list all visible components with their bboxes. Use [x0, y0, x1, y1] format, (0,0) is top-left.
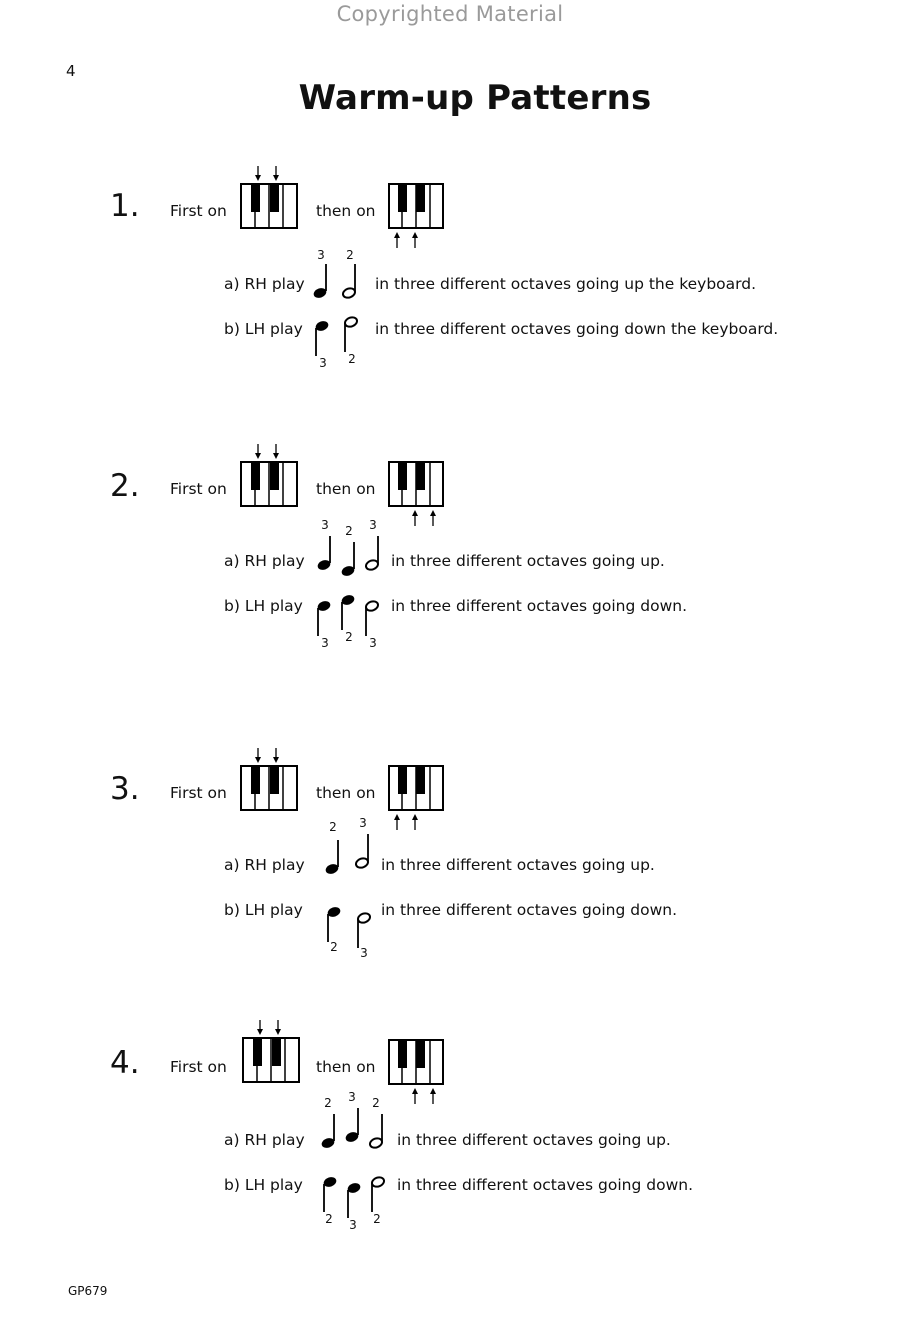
rh-play-label: a) RH play: [224, 552, 305, 570]
first-on-label: First on: [170, 1058, 227, 1076]
lh-instruction: in three different octaves going down.: [397, 1176, 694, 1194]
finger-number: 3: [317, 248, 325, 262]
quarter-note-stem-up-icon: [320, 1112, 340, 1150]
exercise-number: 2.: [110, 468, 140, 504]
lh-instruction: in three different octaves going down.: [391, 597, 688, 615]
keyboard-arrows-down-icon: [240, 442, 298, 508]
then-on-label: then on: [316, 1058, 376, 1076]
lh-instruction: in three different octaves going down the keyboard.: [375, 320, 779, 338]
lh-play-label: b) LH play: [224, 1176, 303, 1194]
half-note-stem-up-icon: [354, 832, 374, 870]
half-note-stem-up-icon: [364, 534, 384, 572]
quarter-note-stem-up-icon: [340, 540, 360, 578]
finger-number: 2: [329, 820, 337, 834]
finger-number: 2: [330, 940, 338, 954]
keyboard-arrows-up-icon: [388, 460, 444, 528]
rh-instruction: in three different octaves going up.: [391, 552, 665, 570]
copyright-watermark: Copyrighted Material: [336, 2, 564, 26]
rh-play-label: a) RH play: [224, 856, 305, 874]
quarter-note-stem-up-icon: [316, 534, 336, 572]
half-note-stem-down-icon: [354, 910, 374, 950]
quarter-note-stem-up-icon: [312, 262, 332, 300]
quarter-note-stem-down-icon: [344, 1180, 364, 1220]
finger-number: 3: [359, 816, 367, 830]
finger-number: 2: [372, 1096, 380, 1110]
then-on-label: then on: [316, 480, 376, 498]
finger-number: 3: [349, 1218, 357, 1232]
exercise-number: 1.: [110, 188, 140, 224]
finger-number: 2: [345, 524, 353, 538]
quarter-note-stem-up-icon: [344, 1106, 364, 1144]
finger-number: 3: [369, 518, 377, 532]
first-on-label: First on: [170, 784, 227, 802]
quarter-note-stem-down-icon: [324, 904, 344, 944]
then-on-label: then on: [316, 202, 376, 220]
rh-instruction: in three different octaves going up the keyboard.: [375, 275, 757, 293]
finger-number: 2: [346, 248, 354, 262]
finger-number: 3: [321, 636, 329, 650]
rh-play-label: a) RH play: [224, 1131, 305, 1149]
rh-instruction: in three different octaves going up.: [381, 856, 655, 874]
finger-number: 3: [348, 1090, 356, 1104]
exercise-number: 3.: [110, 771, 140, 807]
lh-play-label: b) LH play: [224, 320, 303, 338]
page-title: Warm-up Patterns: [298, 78, 652, 118]
exercise-number: 4.: [110, 1045, 140, 1081]
finger-number: 2: [345, 630, 353, 644]
keyboard-arrows-up-icon: [388, 1038, 444, 1106]
lh-instruction: in three different octaves going down.: [381, 901, 678, 919]
finger-number: 2: [324, 1096, 332, 1110]
finger-number: 2: [325, 1212, 333, 1226]
then-on-label: then on: [316, 784, 376, 802]
rh-play-label: a) RH play: [224, 275, 305, 293]
lh-play-label: b) LH play: [224, 901, 303, 919]
page-number: 4: [66, 62, 76, 80]
quarter-note-stem-down-icon: [314, 598, 334, 638]
lh-play-label: b) LH play: [224, 597, 303, 615]
half-note-stem-down-icon: [368, 1174, 388, 1214]
finger-number: 3: [369, 636, 377, 650]
keyboard-arrows-down-icon: [242, 1018, 300, 1084]
finger-number: 2: [348, 352, 356, 366]
finger-number: 3: [321, 518, 329, 532]
half-note-stem-up-icon: [368, 1112, 388, 1150]
first-on-label: First on: [170, 480, 227, 498]
quarter-note-stem-down-icon: [312, 318, 332, 358]
finger-number: 3: [319, 356, 327, 370]
keyboard-arrows-down-icon: [240, 746, 298, 812]
quarter-note-stem-down-icon: [338, 592, 358, 632]
rh-instruction: in three different octaves going up.: [397, 1131, 671, 1149]
finger-number: 3: [360, 946, 368, 960]
finger-number: 2: [373, 1212, 381, 1226]
catalogue-code: GP679: [68, 1284, 108, 1298]
first-on-label: First on: [170, 202, 227, 220]
quarter-note-stem-down-icon: [320, 1174, 340, 1214]
quarter-note-stem-up-icon: [324, 838, 344, 876]
keyboard-arrows-up-icon: [388, 764, 444, 832]
half-note-stem-up-icon: [341, 262, 361, 300]
half-note-stem-down-icon: [362, 598, 382, 638]
half-note-stem-down-icon: [341, 314, 361, 354]
